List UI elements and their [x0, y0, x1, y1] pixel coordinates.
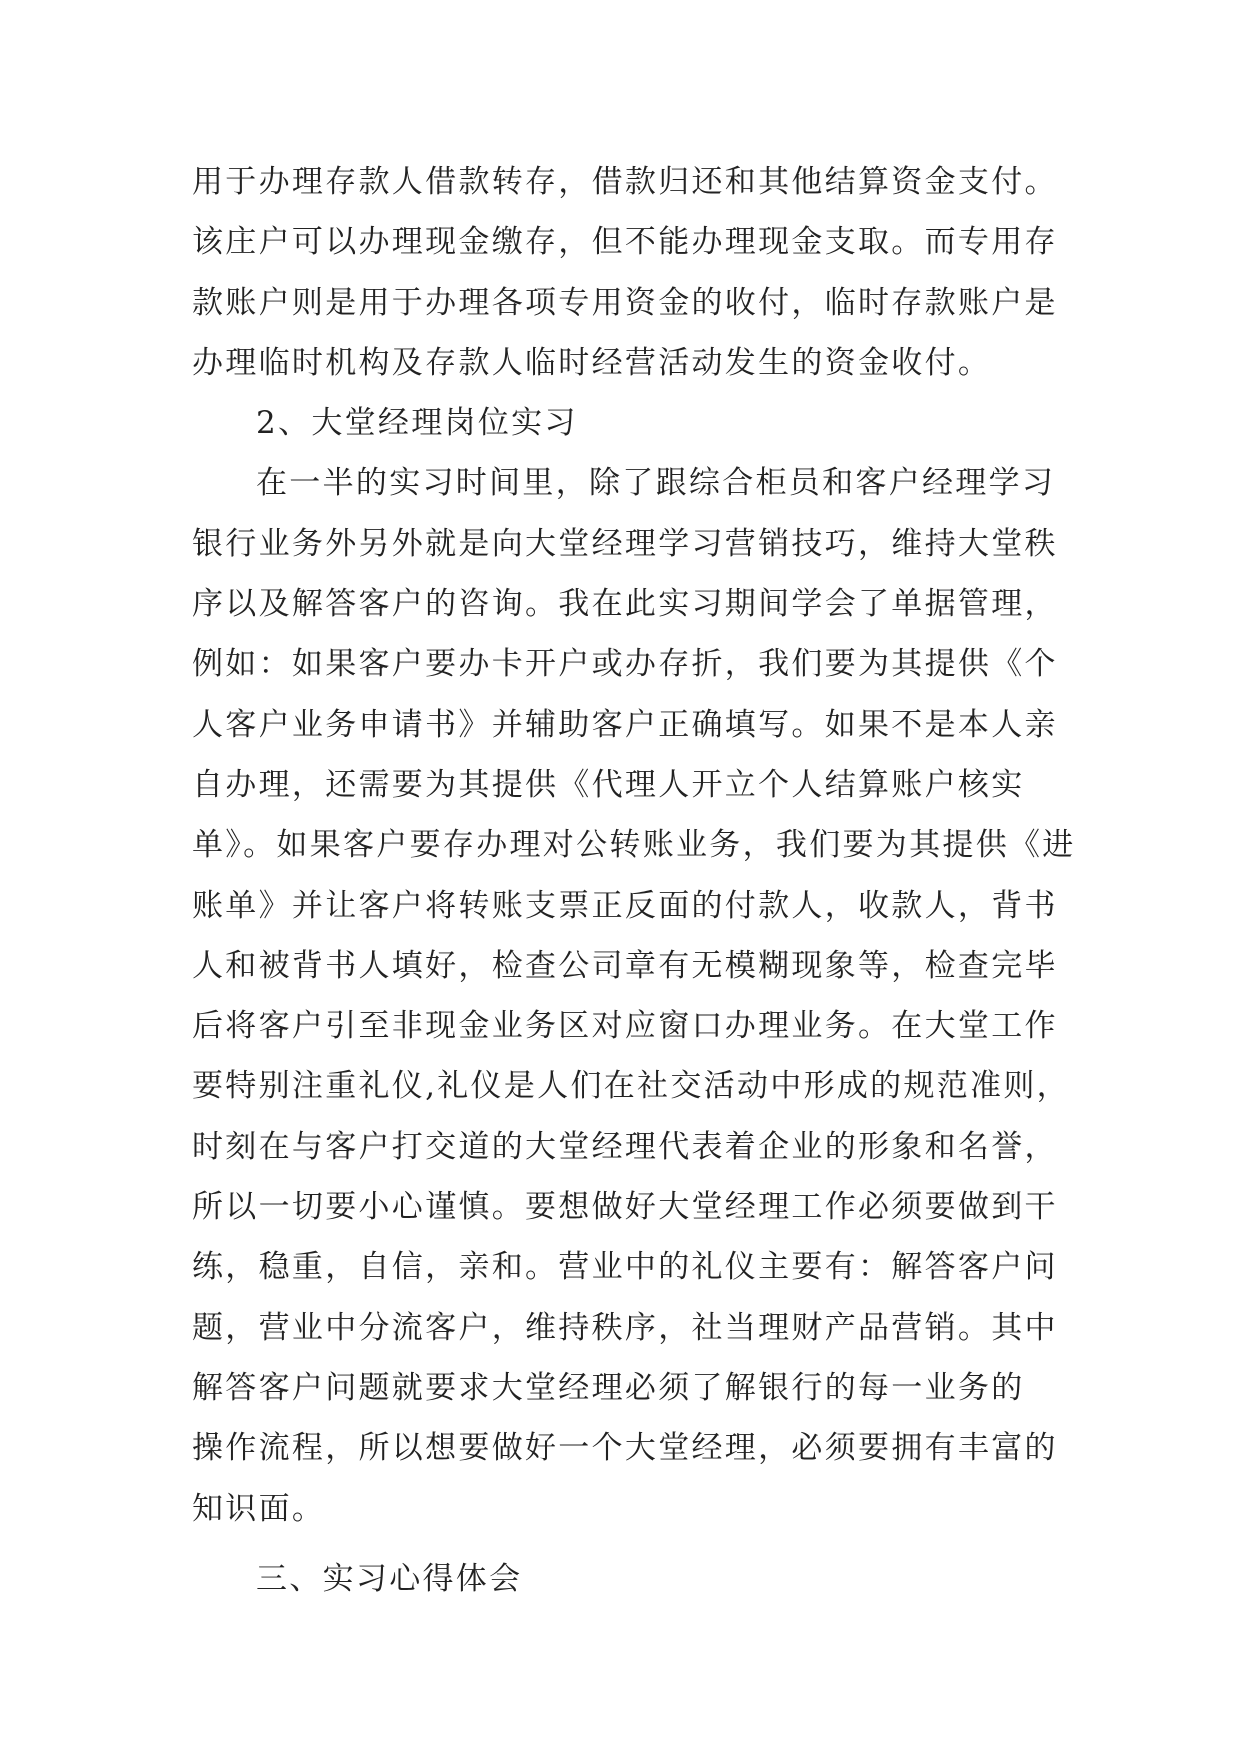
- section-heading-reflections: 三、实习心得体会: [256, 1560, 523, 1597]
- paragraph-line: 用于办理存款人借款转存，借款归还和其他结算资金支付。: [192, 164, 1058, 200]
- paragraph-line: 人客户业务申请书》并辅助客户正确填写。如果不是本人亲: [192, 706, 1058, 743]
- paragraph-line: 知识面。: [192, 1490, 326, 1527]
- paragraph-line: 时刻在与客户打交道的大堂经理代表着企业的形象和名誉，: [192, 1128, 1058, 1165]
- paragraph-line: 后将客户引至非现金业务区对应窗口办理业务。在大堂工作: [192, 1008, 1058, 1045]
- section-heading-lobby-manager: 2、大堂经理岗位实习: [256, 405, 578, 442]
- paragraph-line: 账单》并让客户将转账支票正反面的付款人，收款人，背书: [192, 887, 1058, 924]
- paragraph-line: 人和被背书人填好，检查公司章有无模糊现象等，检查完毕: [192, 947, 1058, 984]
- paragraph-line: 所以一切要小心谨慎。要想做好大堂经理工作必须要做到干: [192, 1189, 1058, 1226]
- paragraph-line: 在一半的实习时间里，除了跟综合柜员和客户经理学习: [256, 465, 1056, 502]
- document-body: [192, 152, 1076, 1609]
- paragraph-lobby-manager: [192, 453, 1076, 1538]
- paragraph-line: 解答客户问题就要求大堂经理必须了解银行的每一业务的: [192, 1369, 1025, 1406]
- paragraph-line: 序以及解答客户的咨询。我在此实习期间学会了单据管理，: [192, 586, 1058, 623]
- paragraph-line: 自办理，还需要为其提供《代理人开立个人结算账户核实: [192, 766, 1025, 803]
- paragraph-line: 操作流程，所以想要做好一个大堂经理，必须要拥有丰富的: [192, 1430, 1058, 1467]
- paragraph-line: 该庄户可以办理现金缴存，但不能办理现金支取。而专用存: [192, 224, 1058, 261]
- paragraph-line: 题，营业中分流客户，维持秩序，社当理财产品营销。其中: [192, 1309, 1058, 1346]
- paragraph-line: 银行业务外另外就是向大堂经理学习营销技巧，维持大堂秩: [192, 525, 1058, 562]
- paragraph-account-usage: [192, 152, 1072, 393]
- paragraph-line: 练，稳重，自信，亲和。营业中的礼仪主要有：解答客户问: [192, 1249, 1058, 1286]
- paragraph-line: 要特别注重礼仪,礼仪是人们在社交活动中形成的规范准则，: [192, 1068, 1070, 1105]
- paragraph-line: 例如：如果客户要办卡开户或办存折，我们要为其提供《个: [192, 646, 1058, 683]
- paragraph-line: 款账户则是用于办理各项专用资金的收付，临时存款账户是: [192, 284, 1058, 321]
- paragraph-line: 办理临时机构及存款人临时经营活动发生的资金收付。: [192, 344, 992, 381]
- paragraph-line: 单》。如果客户要存办理对公转账业务，我们要为其提供《进: [192, 827, 1076, 864]
